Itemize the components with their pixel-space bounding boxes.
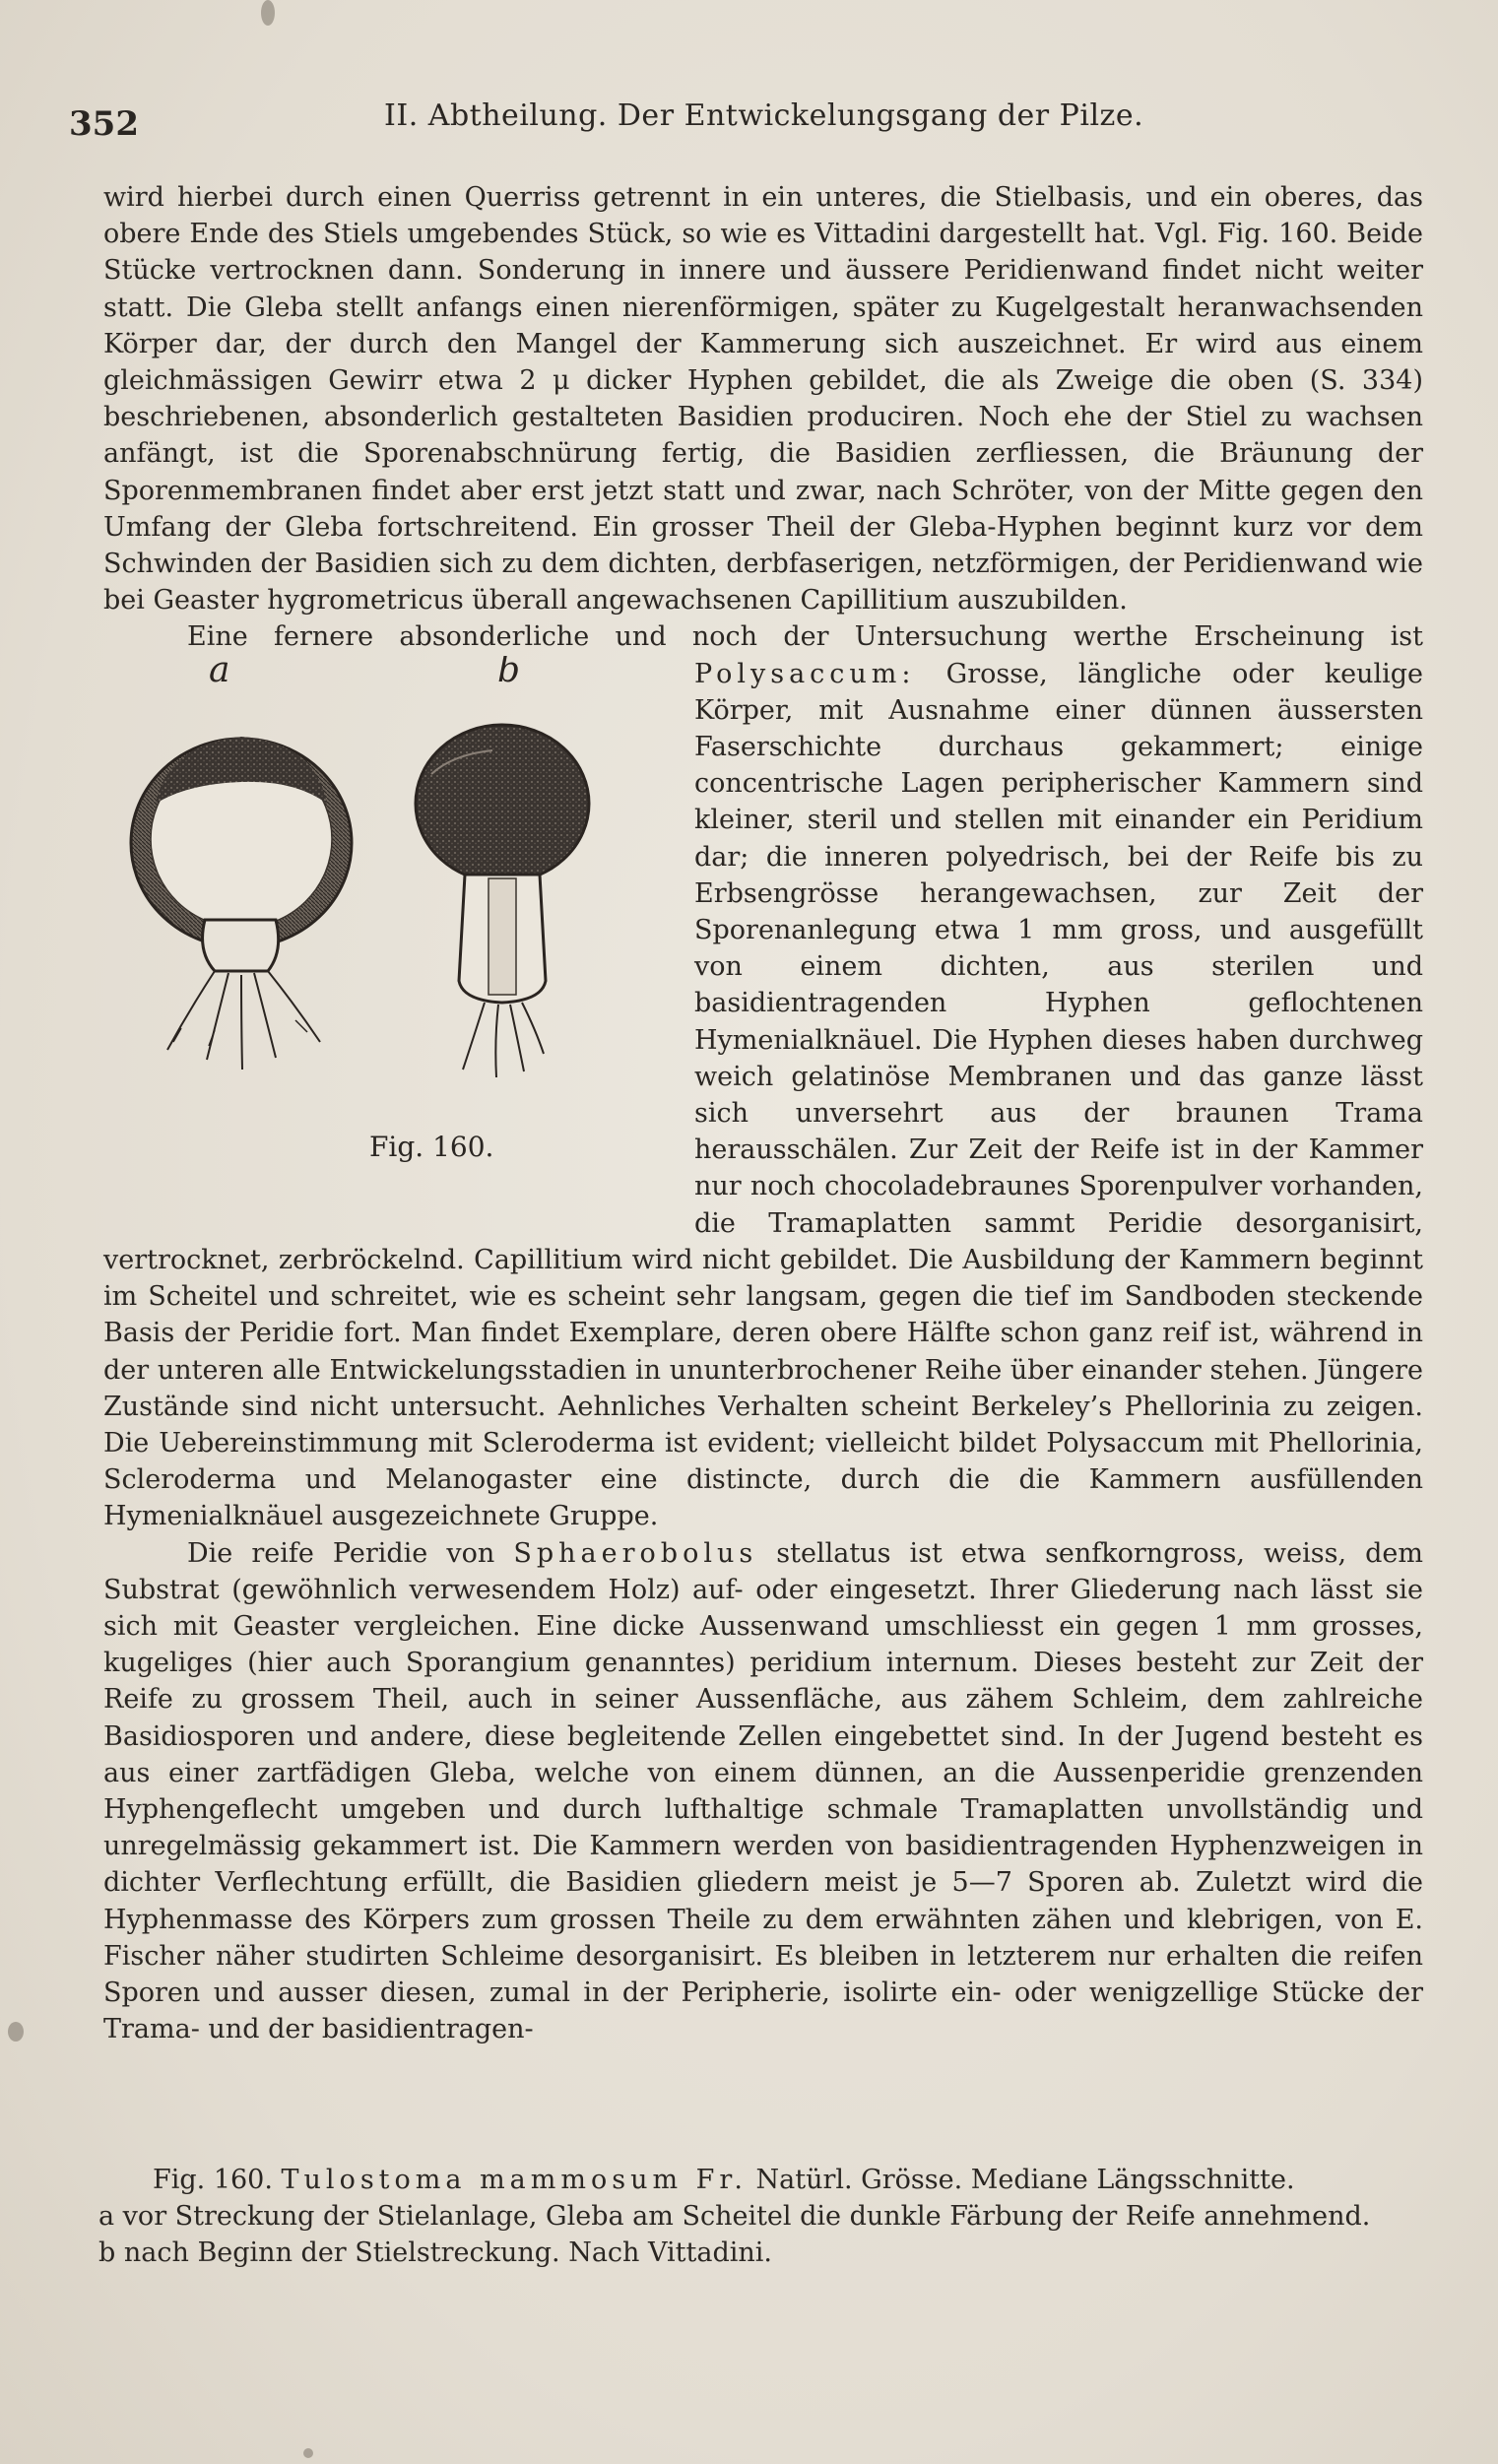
ink-spot	[261, 0, 275, 26]
caption-species: Tulostoma mammosum Fr.	[281, 2165, 748, 2195]
ink-spot	[303, 2448, 313, 2458]
caption-line-2: a vor Streckung der Stielanlage, Gleba am Scheitel die dunkle Färbung der Reife annehmend.	[98, 2201, 1371, 2232]
genus-polysaccum: Polysaccum:	[694, 658, 916, 689]
running-head: II. Abtheilung. Der Entwickelungsgang der Pilze.	[384, 98, 1144, 133]
ink-spot	[8, 2022, 24, 2042]
paragraph-polysaccum	[103, 618, 1423, 1534]
caption-prefix: Fig. 160.	[153, 2165, 273, 2195]
caption-line-1-rest: Natürl. Grösse. Mediane Längsschnitte.	[755, 2165, 1295, 2195]
paragraph-sphaerobolus	[103, 1535, 1423, 2048]
page-number: 352	[69, 104, 139, 144]
caption-line-3: b nach Beginn der Stielstreckung. Nach Vittadini.	[98, 2237, 772, 2268]
paragraph-tulostoma: wird hierbei durch einen Querriss getrennt in ein unteres, die Stielbasis, und ein oberes, das obere Ende des Stiels umgebendes Stück, so wie es Vittadini dargestellt hat. Vgl. Fig. 160. Beide Stücke vertrocknen dann. Sonderung in innere und äussere Peridienwand findet nicht weiter statt. Die Gleba stellt anfangs einen nierenförmigen, später zu Kugelgestalt heranwachsenden Körper dar, der durch den Mangel der Kammerung sich auszeichnet. Er wird aus einem gleichmässigen Gewirr etwa 2 μ dicker Hyphen gebildet, die als Zweige die oben (S. 334) beschriebenen, absonderlich gestalteten Basidien produciren. Noch ehe der Stiel zu wachsen anfängt, ist die Sporenabschnürung fertig, die Basidien zerfliessen, die Bräunung der Sporenmembranen findet aber erst jetzt statt und zwar, nach Schröter, von der Mitte gegen den Umfang der Gleba fortschreitend. Ein grosser Theil der Gleba-Hyphen beginnt kurz vor dem Schwinden der Basidien sich zu dem dichten, derbfaserigen, netzförmigen, der Peridienwand wie bei Geaster hygrometricus überall angewachsenen Capillitium auszubilden.	[103, 182, 1423, 616]
specimen-a	[131, 737, 352, 1070]
figure-number: Fig. 160.	[369, 1130, 494, 1163]
paragraph-polysaccum-intro: Eine fernere absonderliche und noch der Untersuchung werthe Erscheinung ist	[187, 621, 1423, 653]
page-header	[69, 97, 1428, 146]
specimen-b	[416, 725, 589, 1077]
figure-caption	[98, 2162, 1428, 2271]
paragraph-sphaerobolus-intro: Die reife Peridie von	[187, 1537, 495, 1569]
paragraph-sphaerobolus-body: stellatus ist etwa senfkorngross, weiss, dem Substrat (gewöhnlich verwesendem Holz) auf- oder eingesetzt. Ihrer Gliederung nach lässt sie sich mit Geaster vergleichen. Eine dicke Aussenwand umschliesst ein gegen 1 mm grosses, kugeliges (hier auch Sporangium genanntes) peridium internum. Dieses besteht zur Zeit der Reife zu grossem Theil, auch in seiner Aussenfläche, aus zähem Schleim, dem zahlreiche Basidiosporen und andere, diese begleitende Zellen eingebettet sind. In der Jugend besteht es aus einer zartfädigen Gleba, welche von einem dünnen, an die Aussenperidie grenzenden Hyphengeflecht umgeben und durch lufthaltige schmale Tramaplatten unvollständig und unregelmässig gekammert ist. Die Kammern werden von basidientragenden Hyphenzweigen in dichter Verflechtung erfüllt, die Basidien gliedern meist je 5—7 Sporen ab. Zuletzt wird die Hyphenmasse des Körpers zum grossen Theile zu dem erwähnten zähen und klebrigen, von E. Fischer näher studirten Schleime desorganisirt. Es bleiben in letzterem nur erhalten die reifen Sporen und ausser diesen, zumal in der Peripherie, isolirte ein- oder wenigzellige Stücke der Trama- und der basidientragen-	[103, 1537, 1423, 2045]
paragraph-polysaccum-body: Grosse, längliche oder keulige Körper, mit Ausnahme einer dünnen äussersten Faserschichte durchaus gekammert; einige concentrische Lagen peripherischer Kammern sind kleiner, steril und stellen mit einander ein Peridium dar; die inneren polyedrisch, bei der Reife bis zu Erbsengrösse herangewachsen, zur Zeit der Sporenanlegung etwa 1 mm gross, und ausgefüllt von einem dichten, aus sterilen und basidientragenden Hyphen geflochtenen Hymenialknäuel. Die Hyphen dieses haben durchweg weich gelatinöse Membranen und das ganze lässt sich unversehrt aus der braunen Trama herausschälen. Zur Zeit der Reife ist in der Kammer nur noch chocoladebraunes Sporenpulver vorhanden, die Tramaplatten sammt Peridie desorganisirt, vertrocknet, zerbröckelnd. Capillitium wird nicht gebildet. Die Ausbildung der Kammern beginnt im Scheitel und schreitet, wie es scheint sehr langsam, gegen die tief im Sandboden steckende Basis der Peridie fort. Man findet Exemplare, deren obere Hälfte schon ganz reif ist, während in der unteren alle Entwickelungsstadien in ununterbrochener Reihe über einander stehen. Jüngere Zustände sind nicht untersucht. Aehnliches Verhalten scheint Berkeley’s Phellorinia zu zeigen. Die Uebereinstimmung mit Scleroderma ist evident; vielleicht bildet Polysaccum mit Phellorinia, Scleroderma und Melanogaster eine distincte, durch die die Kammern ausfüllenden Hymenialknäuel ausgezeichnete Gruppe.	[103, 658, 1423, 1532]
body-text	[103, 179, 1423, 2047]
specimen-b-label: b	[497, 655, 521, 690]
caption-line-1	[98, 2162, 1428, 2198]
figure-160	[98, 656, 684, 1237]
genus-sphaerobolus: Sphaerobolus	[513, 1537, 758, 1569]
specimen-a-label: a	[209, 655, 230, 690]
